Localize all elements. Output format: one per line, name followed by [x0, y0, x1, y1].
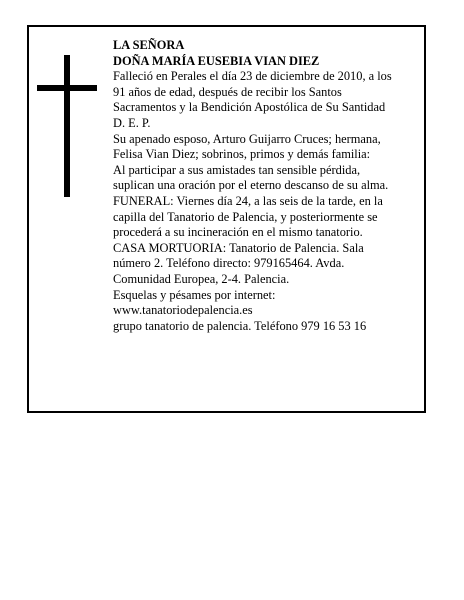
- notice-line: CASA MORTUORIA: Tanatorio de Palencia. Sala: [113, 240, 364, 255]
- notice-line: Al participar a sus amistades tan sensible pérdida,: [113, 162, 361, 177]
- notice-line: Sacramentos y la Bendición Apostólica de Su Santidad: [113, 100, 386, 115]
- notice-line: grupo tanatorio de palencia. Teléfono 979 16 53 16: [113, 318, 367, 333]
- notice-line: Felisa Vian Diez; sobrinos, primos y demás familia:: [113, 147, 371, 162]
- cross-horizontal-bar: [37, 85, 97, 91]
- website-text: www.tanatoriodepalencia.es: [113, 303, 253, 318]
- notice-line: Comunidad Europea, 2-4. Palencia.: [113, 271, 290, 286]
- notice-line: procederá a su incineración en el mismo tanatorio.: [113, 225, 363, 240]
- notice-header: LA SEÑORA: [113, 38, 185, 52]
- notice-line: D. E. P.: [113, 115, 151, 130]
- deceased-name: DOÑA MARÍA EUSEBIA VIAN DIEZ: [113, 53, 320, 68]
- notice-line: número 2. Teléfono directo: 979165464. Avda.: [113, 256, 345, 271]
- notice-line: Esquelas y pésames por internet:: [113, 287, 276, 302]
- cross-vertical-bar: [64, 55, 70, 197]
- notice-line: 91 años de edad, después de recibir los Santos: [113, 84, 342, 99]
- notice-line: FUNERAL: Viernes día 24, a las seis de la tarde, en la: [113, 193, 383, 208]
- notice-line: Falleció en Perales el día 23 de diciembre de 2010, a los: [113, 69, 392, 84]
- obituary-text: [113, 38, 417, 334]
- notice-line: suplican una oración por el eterno descanso de su alma.: [113, 178, 389, 193]
- notice-line: capilla del Tanatorio de Palencia, y posteriormente se: [113, 209, 378, 224]
- notice-line: Su apenado esposo, Arturo Guijarro Cruces; hermana,: [113, 131, 381, 146]
